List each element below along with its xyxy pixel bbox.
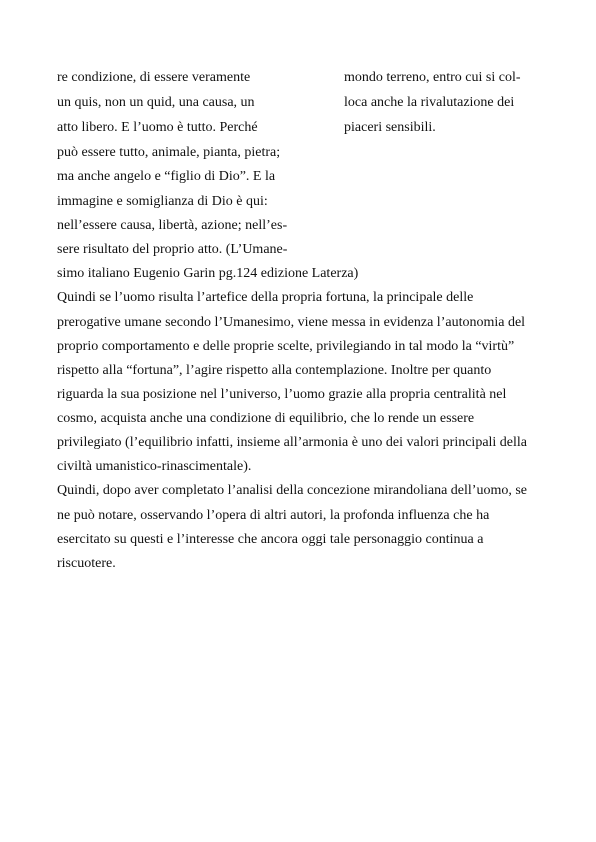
quote-left-line: immagine e somiglianza di Dio è qui: <box>57 194 268 209</box>
quote-left-line: nell’essere causa, libertà, azione; nell’es- <box>57 218 288 233</box>
body-line: cosmo, acquista anche una condizione di equilibrio, che lo rende un essere <box>57 411 475 426</box>
body-line: privilegiato (l’equilibrio infatti, insieme all’armonia è uno dei valori principali della <box>57 435 528 450</box>
body-line: civiltà umanistico-rinascimentale). <box>57 459 252 474</box>
quote-left-line: ma anche angelo e “figlio di Dio”. E la <box>57 169 276 184</box>
body-line: Quindi, dopo aver completato l’analisi della concezione mirandoliana dell’uomo, se <box>57 483 528 498</box>
quote-right-line: piaceri sensibili. <box>344 120 436 135</box>
body-line: Quindi se l’uomo risulta l’artefice della propria fortuna, la principale delle <box>57 290 474 305</box>
quote-left-line: sere risultato del proprio atto. (L’Umane- <box>57 242 288 257</box>
body-line: riscuotere. <box>57 556 116 571</box>
quote-left-line: atto libero. E l’uomo è tutto. Perché <box>57 120 258 135</box>
quote-left-line: può essere tutto, animale, pianta, pietra; <box>57 145 281 160</box>
body-line: rispetto alla “fortuna”, l’agire rispetto alla contemplazione. Inoltre per quanto <box>57 363 492 378</box>
body-line: ne può notare, osservando l’opera di altri autori, la profonda influenza che ha <box>57 508 490 523</box>
quote-left-line: simo italiano Eugenio Garin pg.124 edizione Laterza) <box>57 266 359 281</box>
quote-left-line: re condizione, di essere veramente <box>57 70 251 85</box>
body-line: prerogative umane secondo l’Umanesimo, viene messa in evidenza l’autonomia del <box>57 315 526 330</box>
quote-left-line: un quis, non un quid, una causa, un <box>57 95 255 110</box>
body-line: esercitato su questi e l’interesse che ancora oggi tale personaggio continua a <box>57 532 484 547</box>
quote-right-line: mondo terreno, entro cui si col- <box>344 70 521 85</box>
body-line: riguarda la sua posizione nel l’universo, l’uomo grazie alla propria centralità nel <box>57 387 507 402</box>
body-line: proprio comportamento e delle proprie scelte, privilegiando in tal modo la “virtù” <box>57 339 515 354</box>
quote-right-line: loca anche la rivalutazione dei <box>344 95 515 110</box>
